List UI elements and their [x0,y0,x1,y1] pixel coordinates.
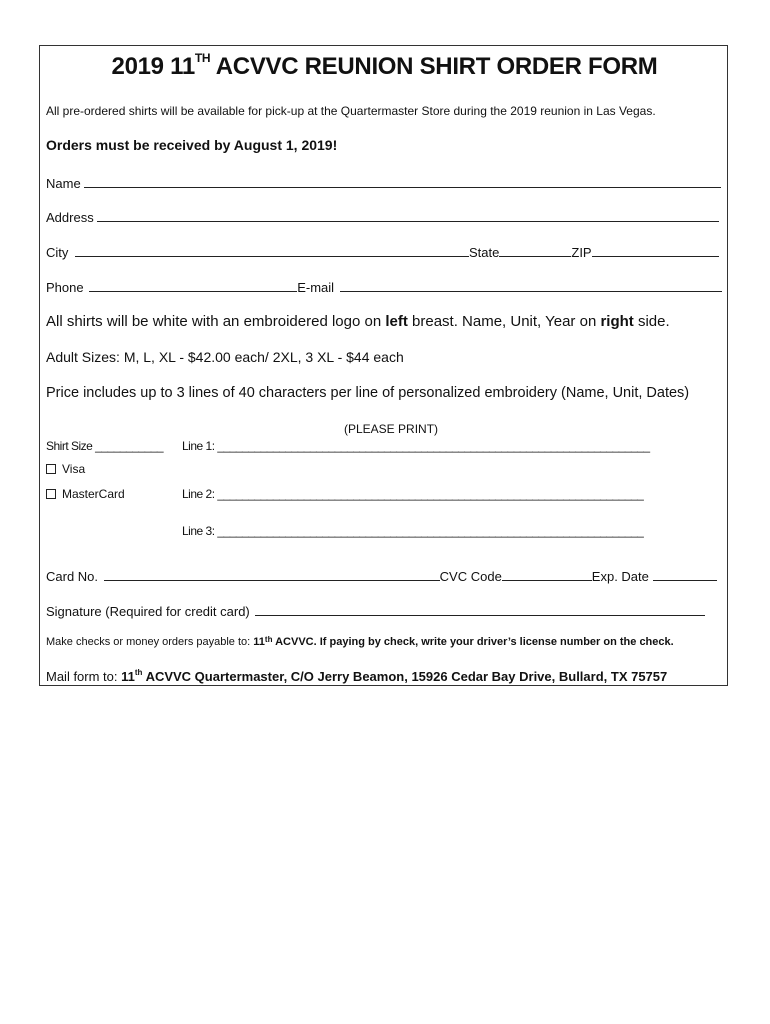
exp-field[interactable] [653,567,717,581]
line1-field[interactable]: Line 1: ______________________________________________________________________ [182,439,650,453]
shirt-info-text: All shirts will be white with an embroidered logo on left breast. Name, Unit, Year on right side. [46,313,670,330]
price-note-text: Price includes up to 3 lines of 40 characters per line of personalized embroidery (Name, Unit, Dates) [46,385,690,401]
order-form [39,45,728,686]
visa-option[interactable] [46,462,85,476]
phone-label: Phone [46,280,84,295]
deadline-text: Orders must be received by August 1, 2019! [46,137,338,153]
sizes-text: Adult Sizes: M, L, XL - $42.00 each/ 2XL, 3 XL - $44 each [46,349,404,365]
page-title: 2019 11TH ACVVC REUNION SHIRT ORDER FORM [111,51,658,80]
mastercard-option[interactable] [46,487,125,501]
name-label: Name [46,176,81,191]
zip-label: ZIP [571,245,592,260]
signature-row [46,602,705,619]
visa-label: Visa [62,462,86,476]
card-row [46,567,717,584]
city-label: City [46,245,69,260]
address-row [46,208,719,225]
visa-checkbox[interactable] [46,464,56,474]
line2-field[interactable]: Line 2: _____________________________________________________________________ [182,487,644,501]
email-field[interactable] [340,278,722,292]
mastercard-label: MasterCard [62,487,125,501]
phone-field[interactable] [89,278,297,292]
name-field[interactable] [84,174,721,188]
city-state-zip-row [46,243,719,260]
card-no-field[interactable] [104,567,440,581]
shirt-size-field[interactable]: Shirt Size ___________ [46,439,164,453]
intro-text: All pre-ordered shirts will be available for pick-up at the Quartermaster Store during the 2019 reunion in Las Vegas. [46,104,656,118]
phone-email-row [46,278,722,295]
please-print-text: (PLEASE PRINT) [344,422,439,436]
cvc-label: CVC Code [439,569,502,584]
signature-field[interactable] [255,602,705,616]
name-row [46,174,721,191]
email-label: E-mail [297,280,335,295]
line3-field[interactable]: Line 3: _____________________________________________________________________ [182,524,644,538]
zip-field[interactable] [592,243,719,257]
signature-label: Signature (Required for credit card) [46,604,250,619]
cvc-field[interactable] [502,567,592,581]
mail-note: Mail form to: 11th ACVVC Quartermaster, C/O Jerry Beamon, 15926 Cedar Bay Drive, Bullard, TX 75757 [46,668,668,684]
card-no-label: Card No. [46,569,99,584]
address-label: Address [46,210,94,225]
address-field[interactable] [97,208,719,222]
state-label: State [469,245,500,260]
mastercard-checkbox[interactable] [46,489,56,499]
state-field[interactable] [499,243,571,257]
checks-note: Make checks or money orders payable to: 11th ACVVC. If paying by check, write your driver’s license number on the check. [46,635,674,648]
exp-label: Exp. Date [591,569,649,584]
city-field[interactable] [75,243,469,257]
